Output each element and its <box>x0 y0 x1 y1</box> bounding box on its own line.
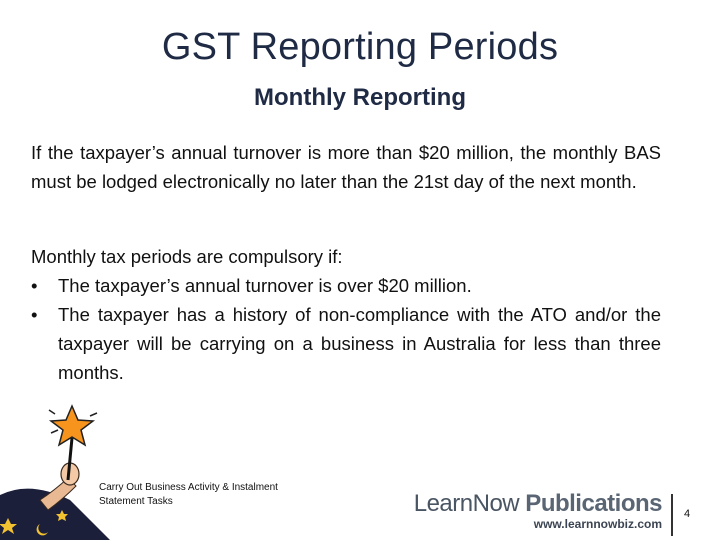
wizard-icon <box>0 400 110 540</box>
list-item-text: The taxpayer’s annual turnover is over $20 million. <box>58 275 472 296</box>
bullet-marker: • <box>31 275 38 296</box>
compulsory-intro: Monthly tax periods are compulsory if: <box>31 246 343 267</box>
paragraph-monthly-bas: If the taxpayer’s annual turnover is more than $20 million, the monthly BAS must be lodged electronically no later than the 21st day of the next month. <box>31 142 661 192</box>
footer-divider <box>671 494 673 536</box>
slide-title: GST Reporting Periods <box>161 26 559 68</box>
footer-course-title: Carry Out Business Activity & Instalment Statement Tasks <box>99 482 278 507</box>
conditions-list <box>31 271 661 387</box>
bullet-marker: • <box>31 304 38 325</box>
logo-name: LearnNow Publications <box>413 490 662 517</box>
list-item <box>31 271 661 300</box>
logo-url: www.learnnowbiz.com <box>533 517 662 531</box>
learnnow-logo <box>413 490 666 534</box>
slide-subtitle: Monthly Reporting <box>254 84 466 111</box>
list-item <box>31 300 661 387</box>
list-item-text: The taxpayer has a history of non-compliance with the ATO and/or the taxpayer will be carrying on a business in Australia for less than three months. <box>58 304 661 383</box>
page-number: 4 <box>684 508 691 520</box>
compulsory-conditions-block <box>31 242 661 387</box>
